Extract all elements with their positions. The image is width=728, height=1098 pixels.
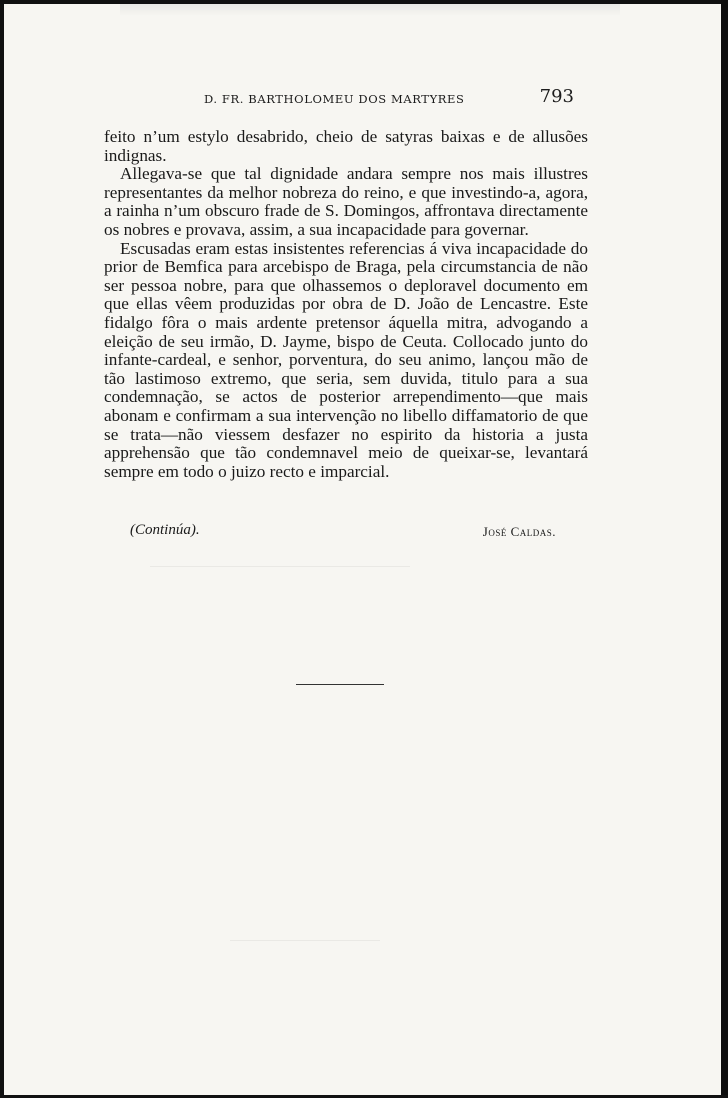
article-body bbox=[104, 128, 588, 481]
scan-border-right bbox=[721, 0, 728, 1098]
running-title: D. FR. BARTHOLOMEU DOS MARTYRES bbox=[204, 92, 465, 106]
section-divider bbox=[296, 684, 384, 685]
show-through-line bbox=[150, 566, 410, 567]
paragraph: Escusadas eram estas insistentes referencias á viva incapacidade do prior de Bemfica para arcebispo de Braga, pela circumstancia de não ser pessoa nobre, para que olhassemos o deploravel documento em que ellas vêem produzidas por obra de D. João de Lencastre. Este fidalgo fôra o mais ardente pretensor áquella mitra, advogando a eleição de seu irmão, D. Jayme, bispo de Ceuta. Collocado junto do infante-cardeal, e senhor, porventura, do seu animo, lançou mão de tão lastimoso extremo, que seria, sem duvida, titulo para a sua condemnação, se actos de posterior arrependimento—que mais abonam e confirmam a sua intervenção no libello diffamatorio de que se trata—não viessem desfazer no espirito da historia a justa apprehensão que tão condemnavel meio de queixar-se, levantará sempre em todo o juizo recto e imparcial. bbox=[104, 238, 588, 481]
paragraph-continuation: feito n’um estylo desabrido, cheio de satyras baixas e de allusões indignas. bbox=[104, 127, 588, 165]
continued-note: (Continúa). bbox=[130, 522, 200, 538]
paragraph: Allegava-se que tal dignidade andara sempre nos mais illustres representantes da melhor nobreza do reino, e que investindo-a, agora, a rainha n’um obscuro frade de S. Domingos, affrontava directamente os nobres e provava, assim, a sua incapacidade para governar. bbox=[104, 164, 588, 239]
author-name: José Caldas. bbox=[482, 524, 556, 539]
scan-shadow bbox=[120, 0, 620, 16]
signature-line bbox=[104, 522, 556, 544]
page-header bbox=[204, 86, 574, 114]
show-through-line bbox=[230, 940, 380, 941]
scan-border-left bbox=[0, 0, 4, 1098]
page-number: 793 bbox=[539, 86, 574, 107]
